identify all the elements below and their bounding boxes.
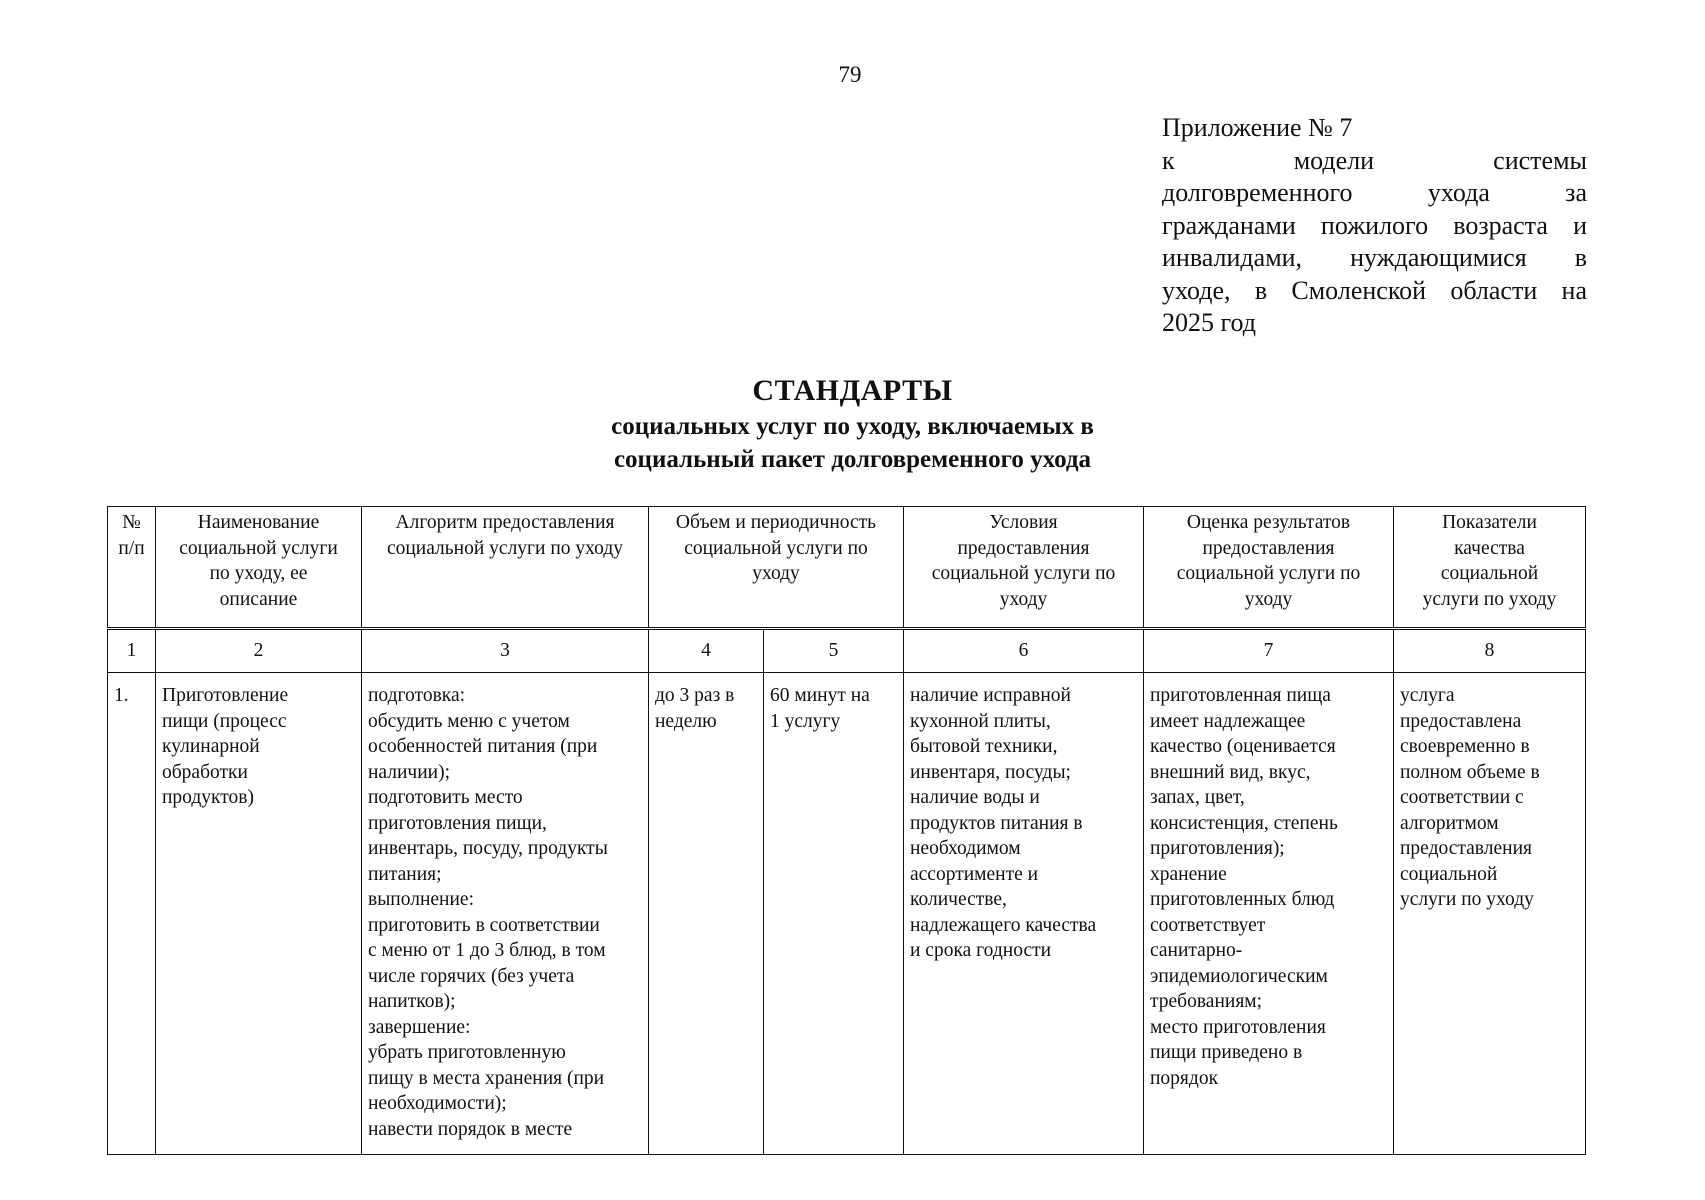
appendix-line: Приложение № 7 — [1162, 113, 1353, 142]
frequency-cell: до 3 раз в неделю — [649, 673, 764, 1155]
standards-table — [107, 506, 1586, 1155]
column-number: 1 — [108, 629, 156, 673]
row-number: 1. — [108, 673, 156, 1155]
header-evaluation: Оценка результатов предоставления социальной услуги по уходу — [1144, 507, 1394, 629]
column-number: 2 — [156, 629, 362, 673]
appendix-line: гражданами пожилого возраста и — [1162, 210, 1587, 240]
header-quality-indicators: Показатели качества социальной услуги по уходу — [1394, 507, 1586, 629]
appendix-line: уходе, в Смоленской области на — [1162, 275, 1587, 305]
algorithm-cell: подготовка: обсудить меню с учетом особенностей питания (при наличии); подготовить место приготовления пищи, инвентарь, посуду, продукты питания; выполнение: приготовить в соответствии с меню от 1 до 3 блюд, в том числе горячих (без учета напитков); завершение: убрать приготовленную пищу в места хранения (при необходимости); навести порядок в месте — [362, 673, 649, 1155]
evaluation-cell: приготовленная пища имеет надлежащее качество (оценивается внешний вид, вкус, запах, цвет, консистенция, степень приготовления); хранение приготовленных блюд соответствует санитарно- эпидемиологическим требованиям; место приготовления пищи приведено в порядок — [1144, 673, 1394, 1155]
header-conditions: Условия предоставления социальной услуги по уходу — [904, 507, 1144, 629]
quality-cell: услуга предоставлена своевременно в полном объеме в соответствии с алгоритмом предоставления социальной услуги по уходу — [1394, 673, 1586, 1155]
column-number: 3 — [362, 629, 649, 673]
header-volume-frequency: Объем и периодичность социальной услуги по уходу — [649, 507, 904, 629]
appendix-line: 2025 год — [1162, 308, 1256, 337]
document-subtitle-line: социальный пакет долговременного ухода — [613, 446, 1092, 473]
table-row — [108, 673, 1586, 1155]
appendix-line: инвалидами, нуждающимися в — [1162, 243, 1587, 272]
document-subtitle-line: социальных услуг по уходу, включаемых в — [611, 413, 1094, 440]
duration-cell: 60 минут на 1 услугу — [764, 673, 904, 1155]
column-number: 6 — [904, 629, 1144, 673]
document-title: СТАНДАРТЫ — [752, 374, 953, 407]
column-number: 4 — [649, 629, 764, 673]
header-service-name: Наименование социальной услуги по уходу, ее описание — [156, 507, 362, 629]
column-number-row — [108, 629, 1586, 673]
document-title-block — [0, 372, 1705, 476]
column-number: 8 — [1394, 629, 1586, 673]
appendix-note — [1162, 112, 1587, 340]
page-number: 79 — [838, 62, 862, 87]
conditions-cell: наличие исправной кухонной плиты, бытовой техники, инвентаря, посуды; наличие воды и продуктов питания в необходимом ассортименте и количестве, надлежащего качества и срока годности — [904, 673, 1144, 1155]
appendix-line: долговременного ухода за — [1162, 178, 1587, 207]
column-number: 7 — [1144, 629, 1394, 673]
header-algorithm: Алгоритм предоставления социальной услуги по уходу — [362, 507, 649, 629]
header-number: № п/п — [108, 507, 156, 629]
table-header-row — [108, 507, 1586, 629]
service-name-cell: Приготовление пищи (процесс кулинарной обработки продуктов) — [156, 673, 362, 1155]
column-number: 5 — [764, 629, 904, 673]
appendix-line: к модели системы — [1162, 145, 1587, 175]
